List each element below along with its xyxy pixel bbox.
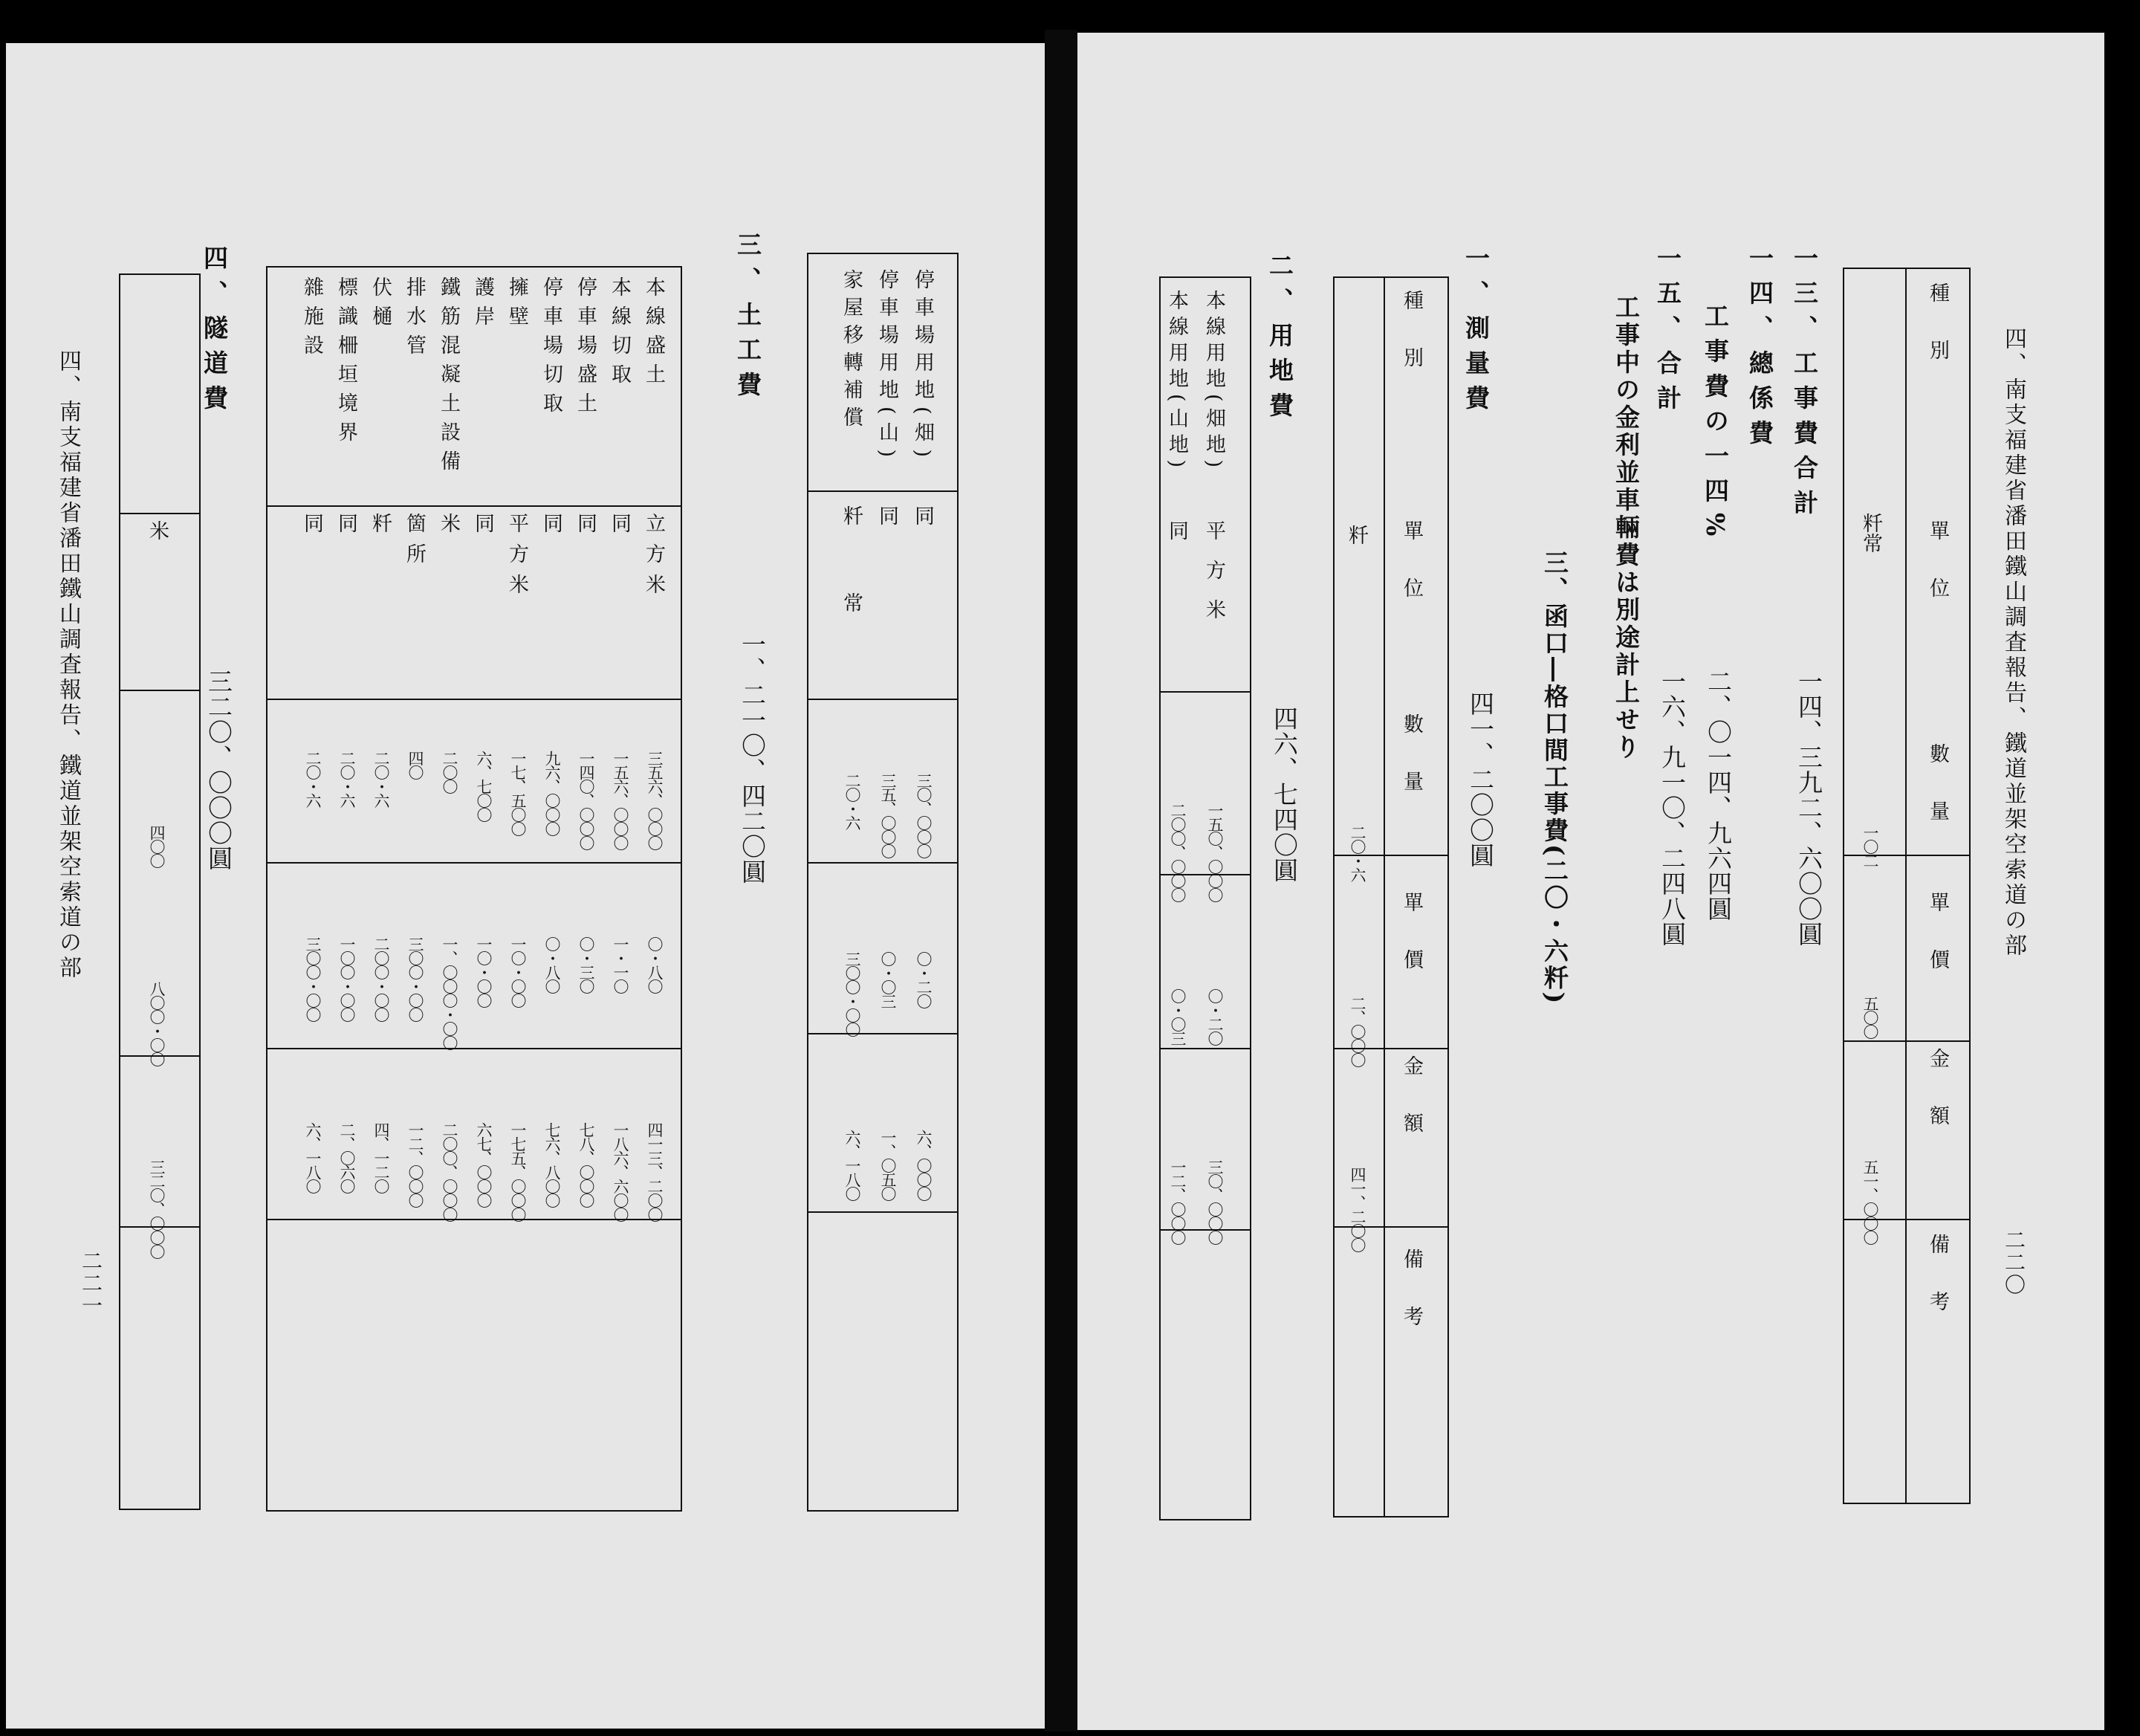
- earthwork-row-unit-price: 一〇〇・〇〇: [338, 936, 356, 1021]
- earthwork-row-unit-price: 二〇〇・〇〇: [372, 936, 390, 1021]
- earthwork-table: [266, 266, 682, 1512]
- earthwork-row-name: 雜施設: [300, 276, 323, 363]
- earthwork-row-name: 標識柵垣境界: [334, 276, 357, 450]
- earthwork-row-name: 停車場切取: [539, 276, 562, 421]
- right-land-row-unit: 同: [1165, 520, 1188, 560]
- right-land-row-quantity: 一五〇、〇〇〇: [1206, 803, 1224, 901]
- earthwork-row-name: 本線切取: [608, 276, 631, 392]
- summary-14-label: 一四、總係費: [1745, 245, 1774, 455]
- left-land-row-unit: 同: [875, 505, 898, 592]
- earthwork-row-amount: 一八六、六〇〇: [612, 1122, 629, 1221]
- earthwork-section-total: 一、二一〇、四二〇圓: [738, 632, 767, 884]
- earthwork-row-unit-price: 一〇・〇〇: [475, 936, 493, 1007]
- land-section-total: 四六、七四〇圓: [1270, 706, 1299, 883]
- survey-row-amount: 四一、二〇〇: [1349, 1167, 1366, 1251]
- right-header-row-unit: 粁常: [1859, 513, 1882, 553]
- earthwork-row-name: 排水管: [403, 276, 426, 363]
- earthwork-row-unit: 箇所: [403, 513, 426, 574]
- earthwork-row-unit-price: 一、〇〇〇・〇〇: [441, 936, 458, 1049]
- survey-section-title: 一、測量費: [1462, 245, 1491, 420]
- tunnel-quantity: 四〇〇: [148, 825, 166, 867]
- earthwork-row-unit-price: 三〇〇・〇〇: [406, 936, 424, 1021]
- left-land-row-quantity: 三〇、〇〇〇: [915, 773, 933, 858]
- earthwork-row-quantity: 二〇〇: [441, 751, 458, 793]
- earthwork-row-quantity: 一七、五〇〇: [509, 751, 527, 835]
- left-land-row-unit-price: 三〇〇・〇〇: [843, 951, 861, 1036]
- book-binding: [1045, 30, 1077, 1732]
- right-header-heading: 單位: [1926, 520, 1949, 635]
- earthwork-row-amount: 一二、〇〇〇: [406, 1122, 424, 1207]
- survey-section-total: 四一、二〇〇圓: [1466, 691, 1495, 868]
- right-header-heading: 種別: [1926, 282, 1949, 397]
- right-header-heading: 單價: [1926, 892, 1949, 1006]
- earthwork-row-amount: 七六、八〇〇: [543, 1122, 561, 1207]
- earthwork-row-amount: 二、〇六〇: [338, 1122, 356, 1193]
- earthwork-row-unit: 同: [471, 513, 494, 543]
- right-header-row-quantity: 一〇二: [1861, 825, 1879, 867]
- earthwork-row-unit: 同: [334, 513, 357, 543]
- left-land-row-quantity: 二〇・六: [843, 773, 861, 829]
- tunnel-amount: 三二〇、〇〇〇: [148, 1159, 166, 1258]
- earthwork-row-name: 停車場盛土: [574, 276, 597, 421]
- earthwork-section-title: 三、土工費: [733, 232, 762, 407]
- right-land-row-amount: 三〇、〇〇〇: [1206, 1159, 1224, 1244]
- earthwork-row-quantity: 一五六、〇〇〇: [612, 751, 629, 849]
- right-land-row-quantity: 二〇〇、〇〇〇: [1169, 803, 1187, 901]
- left-land-row-amount: 六、〇〇〇: [915, 1130, 933, 1200]
- right-land-row-unit: 平方米: [1202, 520, 1225, 638]
- summary-13-amount: 一四、三九二、六〇〇圓: [1794, 669, 1823, 947]
- survey-heading: 種別: [1400, 290, 1423, 404]
- tunnel-table: [119, 273, 201, 1510]
- survey-heading: 備考: [1400, 1248, 1423, 1363]
- left-land-row-amount: 一、〇五〇: [879, 1130, 897, 1200]
- earthwork-row-unit-price: 〇・三〇: [577, 936, 595, 993]
- left-running-head: 四、南支福建省潘田鐵山調査報告、鐵道並架空索道の部: [55, 349, 81, 981]
- right-header-heading: 數量: [1926, 743, 1949, 858]
- tunnel-section-title: 四、隧道費: [200, 245, 229, 420]
- earthwork-row-amount: 四、一二〇: [372, 1122, 390, 1193]
- summary-note: 工事中の金利並車輛費は別途計上せり: [1612, 294, 1641, 762]
- earthwork-row-name: 護岸: [471, 276, 494, 334]
- earthwork-row-unit-price: 〇・八〇: [543, 936, 561, 993]
- earthwork-row-amount: 一七五、〇〇〇: [509, 1122, 527, 1221]
- summary-14-sub-label: 工事費の一四%: [1701, 303, 1730, 547]
- earthwork-row-quantity: 六、七〇〇: [475, 751, 493, 821]
- right-header-heading: 備考: [1926, 1234, 1949, 1348]
- earthwork-row-unit: 立方米: [642, 513, 665, 604]
- left-land-row-unit-price: 〇・〇三: [879, 951, 897, 1008]
- earthwork-row-unit-price: 〇・八〇: [646, 936, 664, 993]
- survey-heading: 數量: [1400, 713, 1423, 828]
- earthwork-row-unit: 同: [574, 513, 597, 543]
- earthwork-row-unit: 同: [539, 513, 562, 543]
- left-land-row-name: 停車場用地(畑): [911, 269, 934, 465]
- earthwork-row-unit: 同: [608, 513, 631, 543]
- right-header-row-amount: 五一、〇〇〇: [1861, 1159, 1879, 1244]
- summary-15-label: 一五、合計: [1653, 245, 1682, 420]
- survey-heading: 單位: [1400, 520, 1423, 635]
- right-header-row-unit-price: 五〇〇: [1861, 996, 1879, 1038]
- right-land-row-unit-price: 〇・〇三: [1169, 988, 1187, 1045]
- earthwork-row-amount: 四一三、二〇〇: [646, 1122, 664, 1221]
- earthwork-row-name: 擁壁: [505, 276, 528, 334]
- tunnel-unit: 米: [146, 520, 169, 540]
- left-land-row-unit: 粁常: [840, 505, 863, 679]
- right-header-heading: 金額: [1926, 1048, 1949, 1162]
- tunnel-unit-price: 八〇〇・〇〇: [148, 981, 166, 1066]
- right-running-head: 四、南支福建省潘田鐵山調査報告、鐵道並架空索道の部: [2000, 327, 2026, 959]
- section-three-title: 三、函口―格口間工事費(二〇・六粁): [1540, 550, 1569, 1006]
- earthwork-row-name: 本線盛土: [642, 276, 665, 392]
- right-page-number: 二二〇: [2002, 1229, 2026, 1296]
- left-land-row-quantity: 三五、〇〇〇: [879, 773, 897, 858]
- earthwork-row-quantity: 三五六、〇〇〇: [646, 751, 664, 849]
- earthwork-row-unit-price: 三〇〇・〇〇: [304, 936, 322, 1021]
- right-land-row-amount: 一二、〇〇〇: [1169, 1159, 1187, 1244]
- survey-heading: 單價: [1400, 892, 1423, 1006]
- summary-15-amount: 一六、九一〇、二四八圓: [1658, 669, 1687, 947]
- earthwork-row-quantity: 二〇・六: [338, 751, 356, 807]
- earthwork-row-name: 鐵筋混凝土設備: [437, 276, 460, 479]
- survey-row-unit-price: 二、〇〇〇: [1349, 996, 1366, 1066]
- right-land-row-name: 本線用地(山地): [1165, 290, 1188, 474]
- left-land-row-unit-price: 〇・二〇: [915, 951, 933, 1008]
- earthwork-row-unit-price: 一〇・〇〇: [509, 936, 527, 1007]
- land-section-title: 二、用地費: [1265, 253, 1294, 427]
- earthwork-row-name: 伏樋: [369, 276, 392, 334]
- left-land-row-name: 停車場用地(山): [875, 269, 898, 465]
- earthwork-row-quantity: 九六、〇〇〇: [543, 751, 561, 835]
- survey-row-unit: 粁: [1345, 525, 1368, 545]
- earthwork-row-unit: 平方米: [505, 513, 528, 604]
- earthwork-row-amount: 七八、〇〇〇: [577, 1122, 595, 1207]
- earthwork-row-unit: 粁: [369, 513, 392, 543]
- summary-13-label: 一三、工事費合計: [1790, 245, 1819, 525]
- tunnel-section-total: 三二〇、〇〇〇圓: [204, 669, 233, 871]
- earthwork-row-unit: 同: [300, 513, 323, 543]
- earthwork-row-quantity: 二〇・六: [304, 751, 322, 807]
- earthwork-row-amount: 六、一八〇: [304, 1122, 322, 1193]
- survey-row-quantity: 二〇・六: [1349, 825, 1366, 881]
- earthwork-row-quantity: 四〇: [406, 751, 424, 779]
- earthwork-row-amount: 六七、〇〇〇: [475, 1122, 493, 1207]
- earthwork-row-unit-price: 一・一〇: [612, 936, 629, 993]
- right-land-row-name: 本線用地(畑地): [1202, 290, 1225, 474]
- survey-table: [1333, 276, 1449, 1518]
- right-land-row-unit-price: 〇・二〇: [1206, 988, 1224, 1045]
- survey-heading: 金額: [1400, 1055, 1423, 1170]
- earthwork-row-unit: 米: [437, 513, 460, 543]
- left-page-number: 二二一: [79, 1250, 103, 1317]
- right-header-table: [1843, 268, 1971, 1504]
- left-land-row-unit: 同: [911, 505, 934, 592]
- earthwork-row-quantity: 一四〇、〇〇〇: [577, 751, 595, 849]
- left-land-row-amount: 六、一八〇: [843, 1130, 861, 1200]
- left-land-row-name: 家屋移轉補償: [840, 269, 863, 434]
- earthwork-row-quantity: 二〇・六: [372, 751, 390, 807]
- earthwork-row-amount: 二〇〇、〇〇〇: [441, 1122, 458, 1221]
- summary-14-amount: 二、〇一四、九六四圓: [1704, 669, 1733, 922]
